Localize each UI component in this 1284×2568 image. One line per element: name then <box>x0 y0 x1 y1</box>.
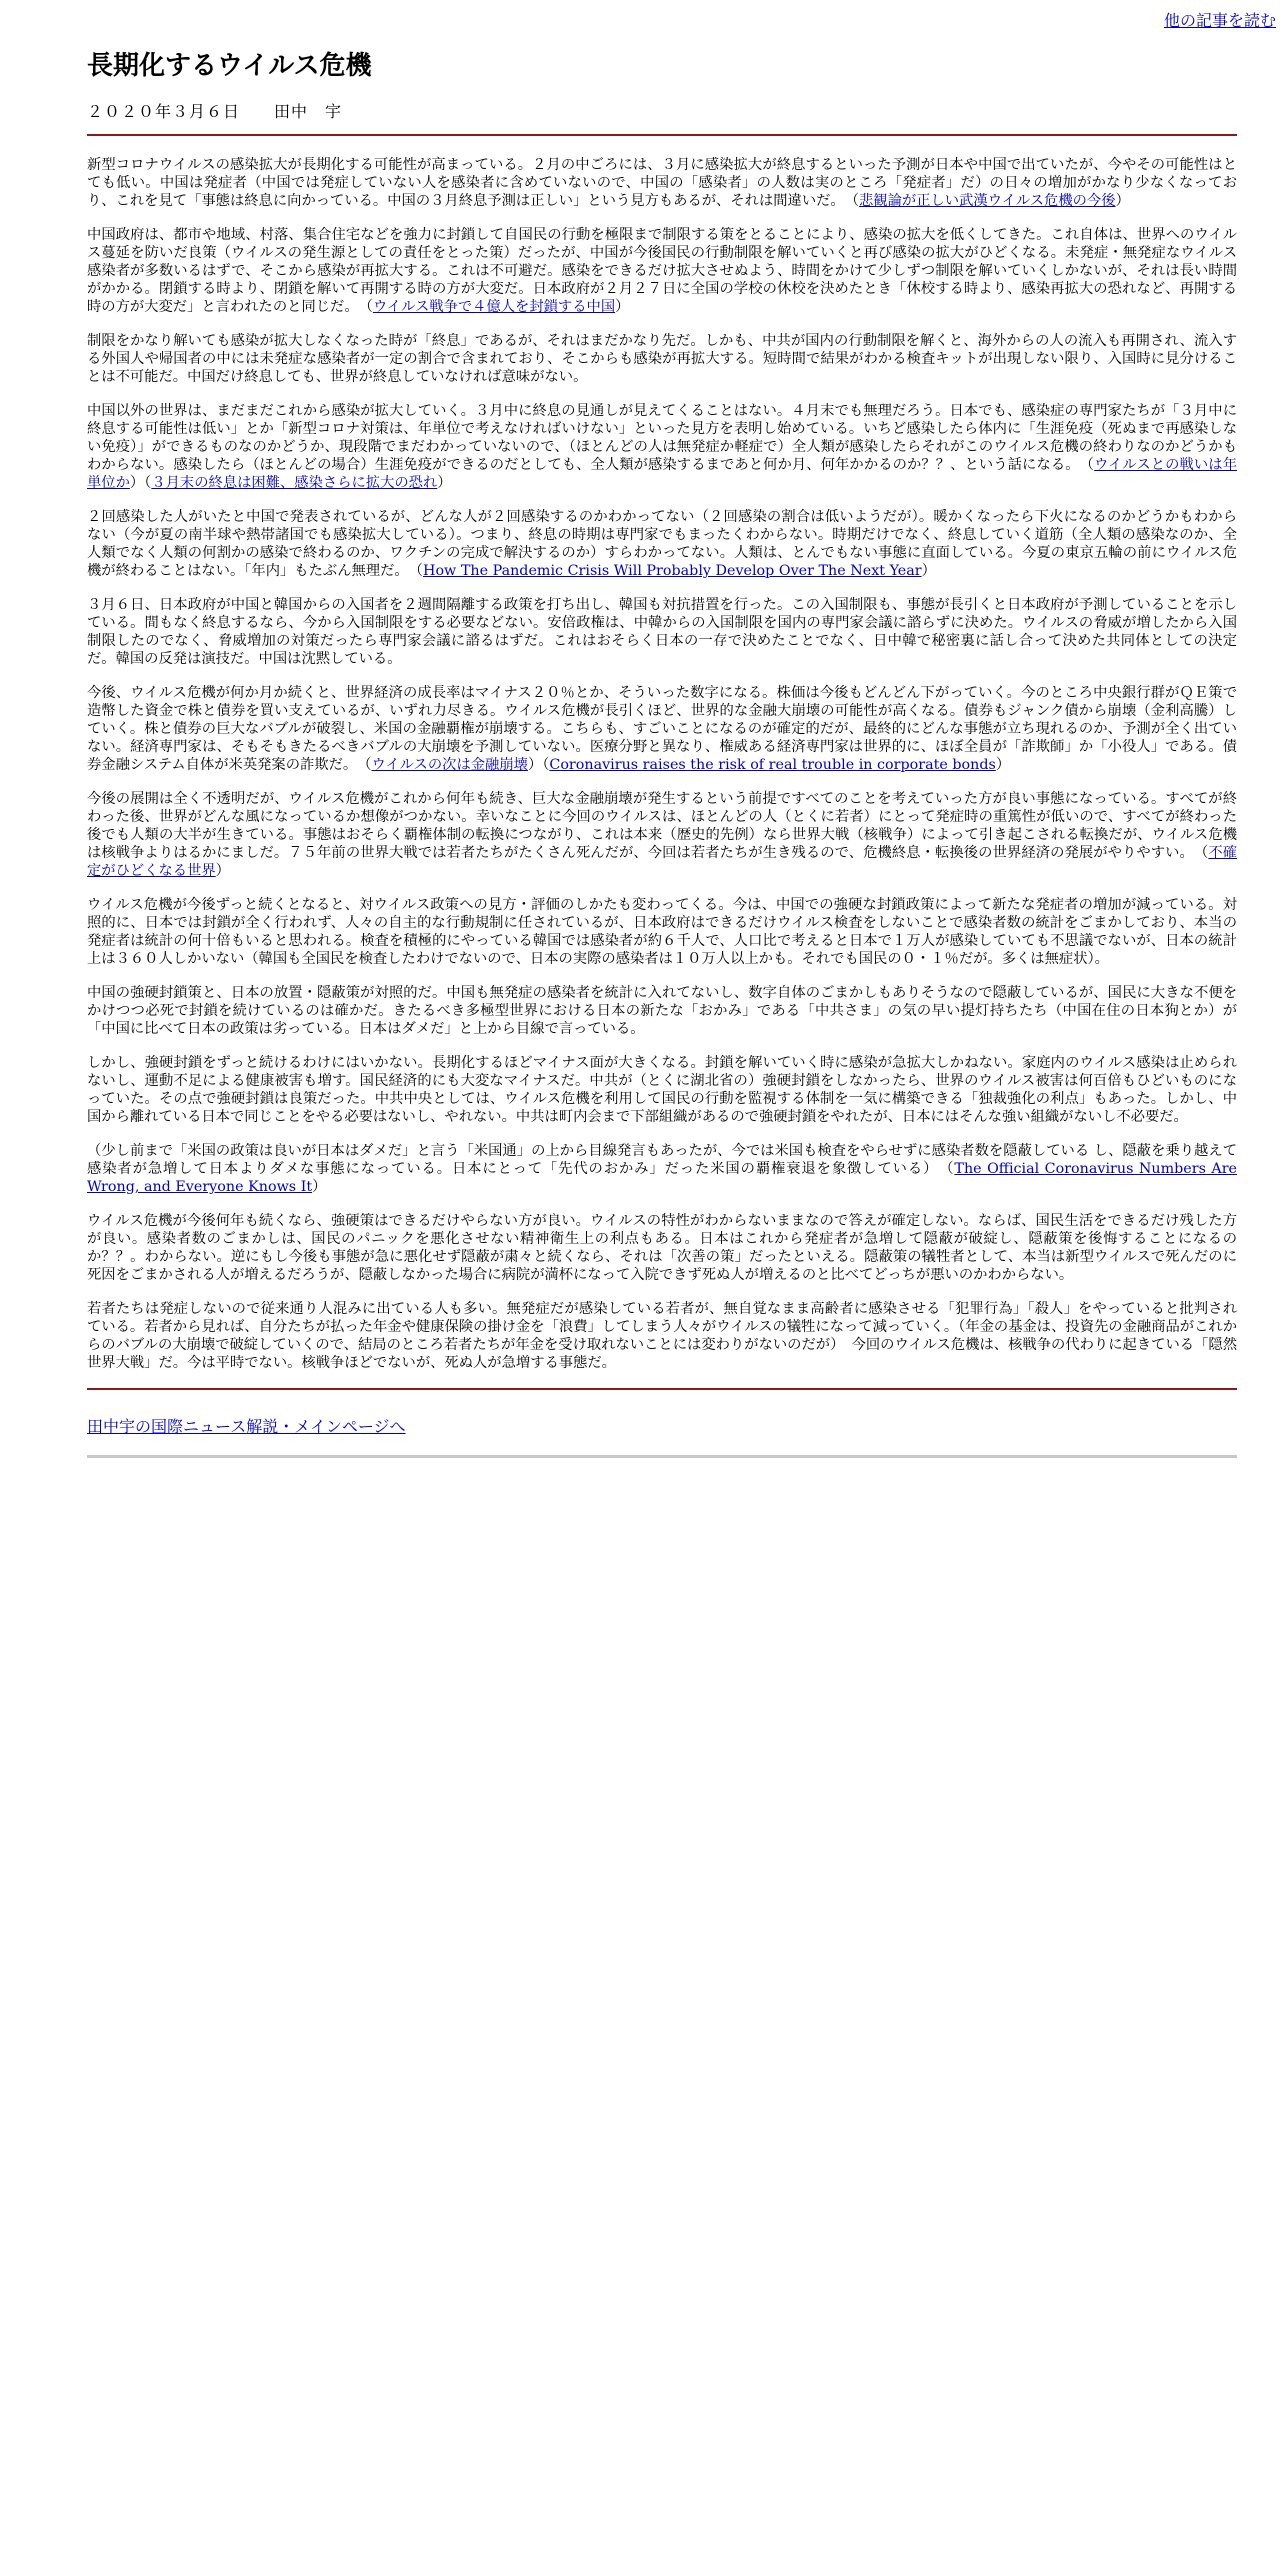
paragraph-tail: ） <box>1115 193 1130 209</box>
home-link[interactable]: 田中宇の国際ニュース解説・メインページへ <box>87 1417 406 1436</box>
article-paragraph <box>87 332 1237 386</box>
paragraph-text: 新型コロナウイルスの感染拡大が長期化する可能性が高まっている。２月の中ごろには、３月に感染拡大が終息するといった予測が日本や中国で出ていたが、今やその可能性はとても低い。中国は発症者（中国では発症していない人を感染者に含めていないので、中国の「感染者」の人数は実のところ「発症者」だ）の日々の増加がかなり少なくなっており、これを見て「事態は終息に向かっている。中国の３月終息予測は正しい」という見方もあるが、それは間違いだ。 （ <box>87 157 1237 209</box>
article-paragraph: 今後、ウイルス危機が何か月か続くと、世界経済の成長率はマイナス２０％とか、そういった数字になる。株価は今後もどんどん下がっていく。今のところ中央銀行群がＱＥ策で造幣した資金で株と債券を買い支えているが、いずれ力尽きる。ウイルス危機が長引くほど、世界的な金融大崩壊の可能性が高くなる。債券もジャンク債から崩壊（金利高騰）していく。株と債券の巨大なバブルが破裂し、米国の金融覇権が崩壊する。こちらも、すごいことになるのが確定的だが、最終的にどんな事態が立ち現れるのか、予測が全く出ていない。経済専門家は、そもそもきたるべきバブルの大崩壊を予測していない。医療分野と異なり、権威ある経済専門家は世界的に、ほぼ全員が「詐欺師」か「小役人」である。債券金融システム自体が米英発案の詐欺だ。 （ウイルスの次は金融崩壊）（Coronavirus raises the risk of real trouble in corporate bonds） <box>87 685 1237 773</box>
paragraph-tail: ） <box>921 563 936 579</box>
paragraph-text: ２回感染した人がいたと中国で発表されているが、どんな人が２回感染するのかわかってない（２回感染の割合は低いようだが）。暖かくなったら下火になるのかどうかもわからない（今が夏の南半球や熱帯諸国でも感染拡大している）。つまり、終息の時期は専門家でもまったくわからない。時期だけでなく、終息していく道筋（全人類の感染なのか、全人類でなく人類の何割かの感染で終わるのか、ワクチンの完成で解決するのか）すらわかってない。人類は、とんでもない事態に直面している。今夏の東京五輪の前にウイルス危機が終わることはない。「年内」もたぶん無理だ。 （ <box>87 509 1237 579</box>
article-paragraph <box>87 790 1237 880</box>
paragraph-tail: ） <box>995 757 1011 773</box>
article-paragraph <box>87 1300 1237 1372</box>
other-articles-link[interactable]: 他の記事を読む <box>1163 11 1276 30</box>
paragraph-text: 今後の展開は全く不透明だが、ウイルス危機がこれから何年も続き、巨大な金融崩壊が発生するという前提ですべてのことを考えていった方が良い事態になっている。すべてが終わった後、世界がどんな風になっているか想像がつかない。幸いなことに今回のウイルスは、ほとんどの人（とくに若者）にとって発症時の重篤性が低いので、すべてが終わった後でも人類の大半が生きている。事態はおそらく覇権体制の転換につながり、これは本来（歴史的先例）なら世界大戦（核戦争）によって引き起こされる転換だが、ウイルス危機は核戦争よりはるかにましだ。７５年前の世界大戦では若者たちがたくさん死んだが、今回は若者たちが生き残るので、危機終息・転換後の世界経済の発展がやりやすい。 （ <box>87 791 1237 861</box>
paragraph-text: ３月６日、日本政府が中国と韓国からの入国者を２週間隔離する政策を打ち出し、韓国も対抗措置を行った。この入国制限も、事態が長引くと日本政府が予測していることを示している。間もなく終息するなら、今から入国制限をする必要などない。安倍政権は、中韓からの入国制限を国内の専門家会議に諮らずに決めた。ウイルスの脅威が増したから入国制限したのでなく、脅威増加の対策だったら専門家会議に諮るはずだ。これはおそらく日本の一存で決めたことでなく、日中韓で秘密裏に話し合って決めた共同体としての決定だ。韓国の反発は演技だ。中国は沈黙している。 <box>87 597 1237 667</box>
article-paragraph: 中国以外の世界は、まだまだこれから感染が拡大していく。３月中に終息の見通しが見えてくることはない。４月末でも無理だろう。日本でも、感染症の専門家たちが「３月中に終息する可能性は低い」とか「新型コロナ対策は、年単位で考えなければいけない」といった見方を表明し始めている。いちど感染したら体内に「生涯免疫（死ぬまで再感染しない免疫）」ができるものなのかどうか、現段階でまだわかっていないので、（ほとんどの人は無発症か軽症で）全人類が感染したらそれがこのウイルス危機の終わりなのかどうかもわからない。感染したら（ほとんどの場合）生涯免疫ができるのだとしても、全人類が感染するまであと何か月、何年かかるのか？？、という話になる。 （ウイルスとの戦いは年単位か）（３月末の終息は困難、感染さらに拡大の恐れ） <box>87 403 1237 491</box>
article-paragraph <box>87 596 1237 668</box>
title-divider <box>87 134 1237 136</box>
article-title: 長期化するウイルス危機 <box>87 51 372 81</box>
paragraph-text: 若者たちは発症しないので従来通り人混みに出ている人も多い。無発症だが感染している若者が、無自覚なまま高齢者に感染させる「犯罪行為」「殺人」をやっていると批判されている。若者から見れば、自分たちが払った年金や健康保険の掛け金を「浪費」してしまう人々がウイルスの犠牲になって減っていく。（年金の基金は、投資先の金融商品がこれからのバブルの大崩壊で破綻していくので、結局のところ若者たちが年金を受け取れないことには変わりがないのだが） 今回のウイルス危機は、核戦争の代わりに起きている「隠然世界大戦」だ。今は平時でない。核戦争ほどでないが、死ぬ人が急増する事態だ。 <box>87 1301 1237 1371</box>
link-separator: ） <box>129 475 145 491</box>
article-paragraph <box>87 984 1237 1038</box>
paragraph-text: 中国以外の世界は、まだまだこれから感染が拡大していく。３月中に終息の見通しが見えてくることはない。４月末でも無理だろう。日本でも、感染症の専門家たちが「３月中に終息する可能性は低い」とか「新型コロナ対策は、年単位で考えなければいけない」といった見方を表明し始めている。いちど感染したら体内に「生涯免疫（死ぬまで再感染しない免疫）」ができるものなのかどうか、現段階でまだわかっていないので、（ほとんどの人は無発症か軽症で）全人類が感染したらそれがこのウイルス危機の終わりなのかどうかもわからない。感染したら（ほとんどの場合）生涯免疫ができるのだとしても、全人類が感染するまであと何か月、何年かかるのか？？、という話になる。 （ <box>87 403 1237 473</box>
paragraph-text: （少し前まで「米国の政策は良いが日本はダメだ」と言う「米国通」の上から目線発言もあったが、今では米国も検査をやらせずに感染者数を隠蔽している し、隠蔽を乗り越えて感染者が急増して日本よりダメな事態になっている。日本にとって「先代のおかみ」だった米国の覇権衰退を象徴している） （ <box>87 1143 1237 1177</box>
article <box>87 0 1237 1458</box>
link-separator: ） <box>527 757 543 773</box>
article-paragraph <box>87 1142 1237 1196</box>
paragraph-tail: ） <box>312 1179 327 1195</box>
article-paragraph <box>87 896 1237 968</box>
related-article-link[interactable]: ３月末の終息は困難、感染さらに拡大の恐れ <box>151 475 438 491</box>
paragraph-tail: ） <box>615 299 630 315</box>
related-article-link[interactable]: How The Pandemic Crisis Will Probably Develop Over The Next Year <box>422 563 922 579</box>
article-paragraph <box>87 1054 1237 1126</box>
bottom-divider <box>87 1455 1237 1458</box>
related-article-link[interactable]: ウイルスの次は金融崩壊 <box>371 757 528 773</box>
footer-divider <box>87 1388 1237 1390</box>
paragraph-text: しかし、強硬封鎖をずっと続けるわけにはいかない。長期化するほどマイナス面が大きくなる。封鎖を解いていく時に感染が急拡大しかねない。家庭内のウイルス感染は止められないし、運動不足による健康被害も増す。国民経済的にも大変なマイナスだ。中共が（とくに湖北省の）強硬封鎖をしなかったら、世界のウイルス被害は何百倍もひどいものになっていた。その点で強硬封鎖は良策だった。中共中央としては、ウイルス危機を利用して国民の行動を監視する体制を一気に構築できる「独裁強化の利点」もあった。しかし、中国から離れている日本で同じことをやる必要はないし、やれない。中共は町内会まで下部組織があるので強硬封鎖をやれたが、日本にはそんな強い組織がないし不必要だ。 <box>87 1055 1237 1125</box>
paragraph-text: 今後、ウイルス危機が何か月か続くと、世界経済の成長率はマイナス２０％とか、そういった数字になる。株価は今後もどんどん下がっていく。今のところ中央銀行群がＱＥ策で造幣した資金で株と債券を買い支えているが、いずれ力尽きる。ウイルス危機が長引くほど、世界的な金融大崩壊の可能性が高くなる。債券もジャンク債から崩壊（金利高騰）していく。株と債券の巨大なバブルが破裂し、米国の金融覇権が崩壊する。こちらも、すごいことになるのが確定的だが、最終的にどんな事態が立ち現れるのか、予測が全く出ていない。経済専門家は、そもそもきたるべきバブルの大崩壊を予測していない。医療分野と異なり、権威ある経済専門家は世界的に、ほぼ全員が「詐欺師」か「小役人」である。債券金融システム自体が米英発案の詐欺だ。 （ <box>87 685 1237 773</box>
related-article-link[interactable]: ウイルスとの戦いは年単位か <box>87 457 1237 491</box>
article-paragraph <box>87 508 1237 580</box>
article-paragraph <box>87 156 1237 210</box>
paragraph-text: ウイルス危機が今後ずっと続くとなると、対ウイルス政策への見方・評価のしかたも変わってくる。今は、中国での強硬な封鎖政策によって新たな発症者の増加が減っている。対照的に、日本では封鎖が全く行われず、人々の自主的な行動規制に任されているが、日本政府はできるだけウイルス検査をしないことで感染者数の統計をごまかしており、本当の発症者は統計の何十倍もいると思われる。検査を積極的にやっている韓国では感染者が約６千人で、人口比で考えると日本で１万人が感染していても不思議でないが、日本の統計上は３６０人しかいない（韓国も全国民を検査したわけでないので、日本の実際の感染者は１０万人以上かも。それでも国民の０・１％だが。多くは無症状）。 <box>87 897 1237 967</box>
paragraph-tail: ） <box>437 475 452 491</box>
paragraph-text: 中国の強硬封鎖策と、日本の放置・隠蔽策が対照的だ。中国も無発症の感染者を統計に入れてないし、数字自体のごまかしもありそうなので隠蔽しているが、国民に大きな不便をかけつつ必死で封鎖を続けているのは確かだ。きたるべき多極型世界における日本の新たな「おかみ」である「中共さま」の気の早い提灯持ちたち（中国在住の日本狗とか）が「中国に比べて日本の政策は劣っている。日本はダメだ」と上から目線で言っている。 <box>87 985 1237 1037</box>
related-article-link[interactable]: ウイルス戦争で４億人を封鎖する中国 <box>372 299 616 315</box>
article-byline: ２０２０年３月６日 田中 宇 <box>87 102 343 121</box>
related-article-link[interactable]: The Official Coronavirus Numbers Are Wrong, and Everyone Knows It <box>87 1161 1237 1195</box>
paragraph-text: 中国政府は、都市や地域、村落、集合住宅などを強力に封鎖して自国民の行動を極限まで制限する策をとることにより、感染の拡大を低くしてきた。これ自体は、世界へのウイルス蔓延を防いだ良策（ウイルスの発生源としての責任をとった策）だったが、中国が今後国民の行動制限を解いていくと再び感染の拡大がひどくなる。未発症・無発症なウイルス感染者が多数いるはずで、そこから感染が再拡大する。これは不可避だ。感染をできるだけ拡大させぬよう、時間をかけて少しずつ制限を解いていくしかないが、それは長い時間がかかる。閉鎖する時より、閉鎖を解いて再開する時の方が大変だ。日本政府が２月２７日に全国の学校の休校を決めたとき「休校する時より、感染再拡大の恐れなど、再開する時の方が大変だ」と言われたのと同じだ。 （ <box>87 227 1237 315</box>
paragraph-text: ウイルス危機が今後何年も続くなら、強硬策はできるだけやらない方が良い。ウイルスの特性がわからないままなので答えが確定しない。ならば、国民生活をできるだけ残した方が良い。感染者数のごまかしは、国民のパニックを悪化させない精神衛生上の利点もある。日本はこれから発症者が急増して隠蔽が破綻し、隠蔽策を後悔することになるのか？？。わからない。逆にもし今後も事態が急に悪化せず隠蔽が粛々と続くなら、それは「次善の策」だったといえる。隠蔽策の犠牲者として、本当は新型ウイルスで死んだのに死因をごまかされる人が増えるだろうが、隠蔽しなかった場合に病院が満杯になって入院できず死ぬ人が増えるのと比べてどっちが悪いのかわからない。 <box>87 1213 1237 1283</box>
article-paragraph <box>87 1212 1237 1284</box>
paragraph-text: 制限をかなり解いても感染が拡大しなくなった時が「終息」であるが、それはまだかなり先だ。しかも、中共が国内の行動制限を解くと、海外からの人の流入も再開され、流入する外国人や帰国者の中には未発症な感染者が一定の割合で含まれており、そこからも感染が再拡大する。短時間で結果がわかる検査キットが出現しない限り、入国時に見分けることは不可能だ。中国だけ終息しても、世界が終息していなければ意味がない。 <box>87 333 1237 385</box>
article-body <box>87 156 1237 1372</box>
related-article-link[interactable]: Coronavirus raises the risk of real trouble in corporate bonds <box>549 757 996 773</box>
related-article-link[interactable]: 悲観論が正しい武漢ウイルス危機の今後 <box>859 193 1116 209</box>
paragraph-tail: ） <box>215 863 230 879</box>
article-paragraph <box>87 226 1237 316</box>
related-article-link[interactable]: 不確定がひどくなる世界 <box>87 845 1238 879</box>
